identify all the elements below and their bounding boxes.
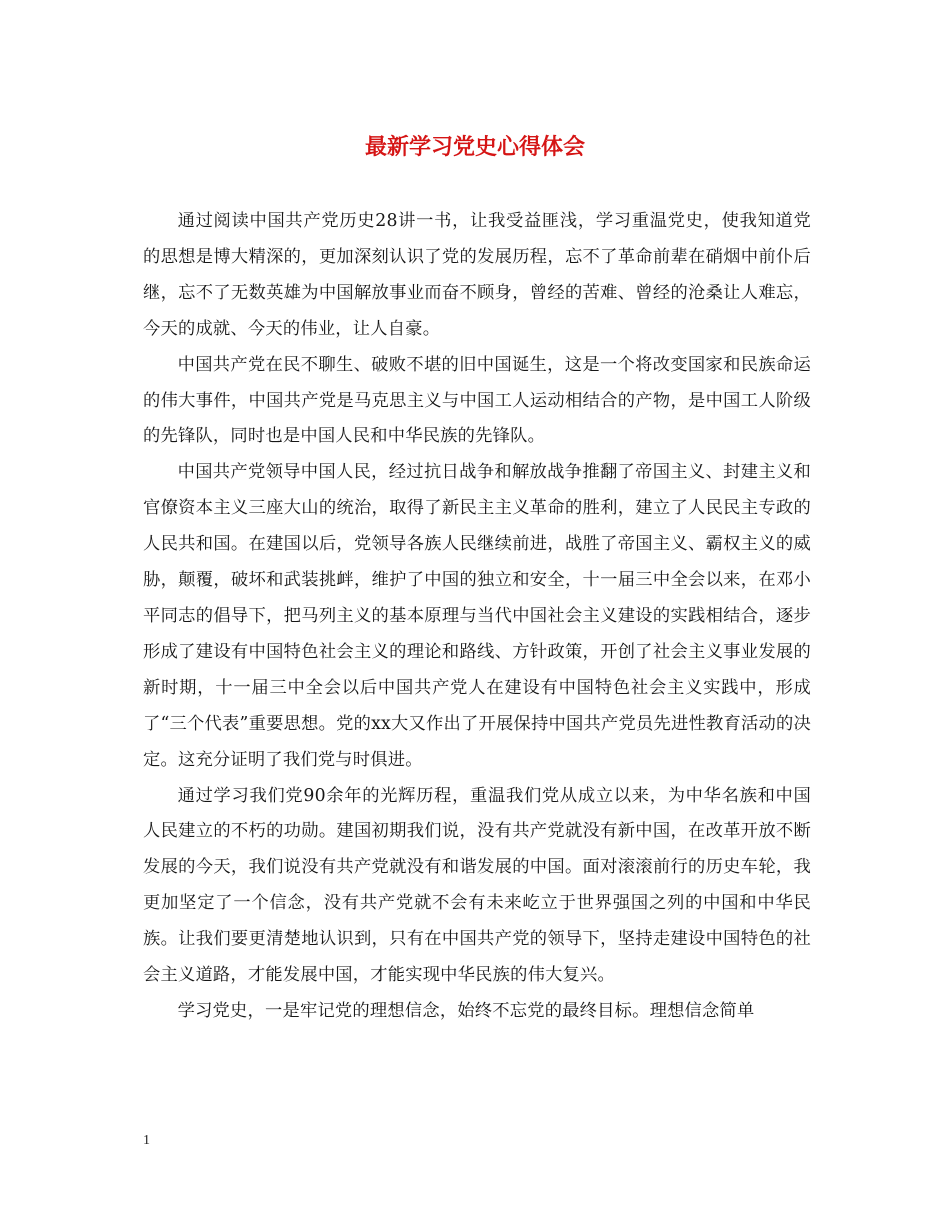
page-number: 1	[143, 1133, 150, 1148]
paragraph: 中国共产党领导中国人民，经过抗日战争和解放战争推翻了帝国主义、封建主义和官僚资本主义三座大山的统治，取得了新民主主义革命的胜利，建立了人民民主专政的人民共和国。在建国以后，党领导各族人民继续前进，战胜了帝国主义、霸权主义的威胁，颠覆，破坏和武装挑衅，维护了中国的独立和安全，十一届三中全会以来，在邓小平同志的倡导下，把马列主义的基本原理与当代中国社会主义建设的实践相结合，逐步形成了建设有中国特色社会主义的理论和路线、方针政策，开创了社会主义事业发展的新时期，十一届三中全会以后中国共产党人在建设有中国特色社会主义实践中，形成了“三个代表”重要思想。党的xx大又作出了开展保持中国共产党员先进性教育活动的决定。这充分证明了我们党与时俱进。	[143, 462, 811, 770]
paragraph: 通过学习我们党90余年的光辉历程，重温我们党从成立以来，为中华名族和中国人民建立的不朽的功勋。建国初期我们说，没有共产党就没有新中国，在改革开放不断发展的今天，我们说没有共产党就没有和谐发展的中国。面对滚滚前行的历史车轮，我更加坚定了一个信念，没有共产党就不会有未来屹立于世界强国之列的中国和中华民族。让我们要更清楚地认识到，只有在中国共产党的领导下，坚持走建设中国特色的社会主义道路，才能发展中国，才能实现中华民族的伟大复兴。	[143, 785, 811, 986]
document-body	[143, 204, 811, 1030]
paragraph: 通过阅读中国共产党历史28讲一书，让我受益匪浅，学习重温党史，使我知道党的思想是博大精深的，更加深刻认识了党的发展历程，忘不了革命前辈在硝烟中前仆后继，忘不了无数英雄为中国解放事业而奋不顾身，曾经的苦难、曾经的沧桑让人难忘，今天的成就、今天的伟业，让人自豪。	[143, 211, 811, 339]
paragraph: 中国共产党在民不聊生、破败不堪的旧中国诞生，这是一个将改变国家和民族命运的伟大事件，中国共产党是马克思主义与中国工人运动相结合的产物，是中国工人阶级的先锋队，同时也是中国人民和中华民族的先锋队。	[143, 354, 811, 447]
paragraph: 学习党史，一是牢记党的理想信念，始终不忘党的最终目标。理想信念简单	[177, 1000, 755, 1021]
document-title: 最新学习党史心得体会	[364, 134, 585, 160]
